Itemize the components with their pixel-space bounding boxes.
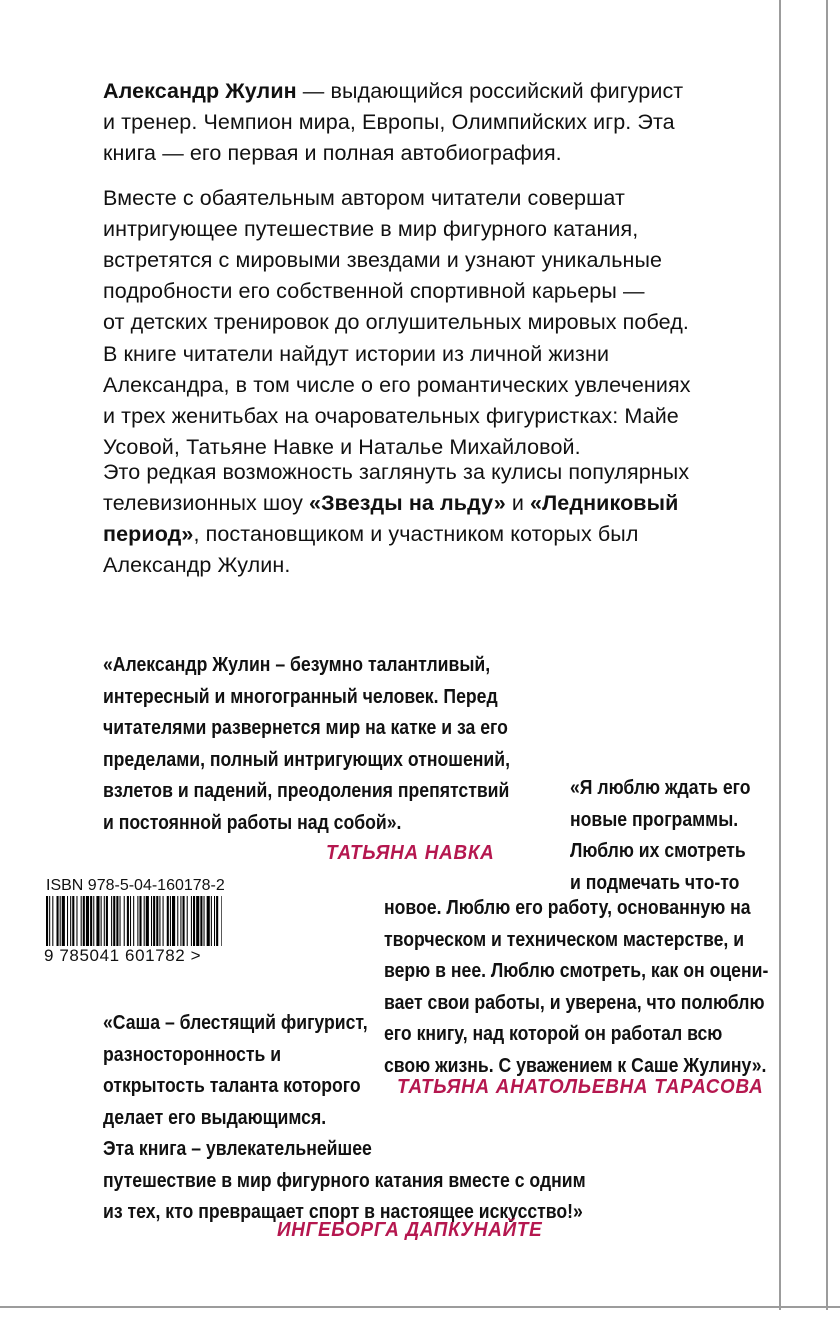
barcode-bar xyxy=(111,896,112,946)
barcode-bar xyxy=(153,896,155,946)
barcode-bar xyxy=(196,896,199,946)
barcode-bar xyxy=(120,896,121,946)
quote-author-dapkunaite: ИНГЕБОРГА ДАПКУНАЙТЕ xyxy=(277,1218,543,1241)
barcode-bar xyxy=(183,896,185,946)
barcode-bar xyxy=(137,896,138,946)
barcode-bar xyxy=(191,896,192,946)
barcode-bar xyxy=(144,896,145,946)
quote-author-navka: ТАТЬЯНА НАВКА xyxy=(326,841,495,864)
spine-fold-line xyxy=(779,0,781,1310)
bottom-edge-line xyxy=(0,1306,840,1308)
barcode-bar xyxy=(93,896,94,946)
barcode-bar xyxy=(214,896,215,946)
barcode-bar xyxy=(106,896,108,946)
barcode-bar xyxy=(146,896,149,946)
intro-paragraph-4: Это редкая возможность заглянуть за кулисы популярных телевизионных шоу «Звезды на льду» и «Ледниковый период», постановщиком и участником которых был Александр Жулин. xyxy=(103,460,690,577)
barcode-bar xyxy=(62,896,65,946)
barcode-bar xyxy=(193,896,195,946)
barcode-bar xyxy=(72,896,74,946)
barcode-bar xyxy=(70,896,71,946)
show-title-stars-on-ice: «Звезды на льду» xyxy=(309,491,506,515)
spine-edge-line xyxy=(826,0,828,1310)
barcode-bar xyxy=(57,896,59,946)
barcode-bar xyxy=(207,896,210,946)
barcode-bar xyxy=(172,896,175,946)
barcode-bar xyxy=(49,896,50,946)
barcode-bar xyxy=(83,896,85,946)
barcode-bar xyxy=(104,896,105,946)
barcode-bar xyxy=(211,896,212,946)
barcode-bar xyxy=(86,896,89,946)
intro-paragraph-2: Вместе с обаятельным автором читатели совершат интригующее путешествие в мир фигурного катания, встретятся с мировыми звездами и узнают уникальные подробности его собственной спортивной карьеры — от детских тренировок до оглушительных мировых побед. xyxy=(103,186,689,334)
show-title-ice-age: «Ледниковый xyxy=(530,491,679,515)
barcode-bar xyxy=(101,896,102,946)
barcode-bar xyxy=(159,896,160,946)
barcode-bar xyxy=(204,896,205,946)
quote-tarasova-body: новое. Люблю его работу, основанную на творческом и техническом мастерстве, и верю в нее. Люблю смотреть, как он оцени- вает свои работы, и уверена, что полюблю его книгу, над которой он работал всю свою жизнь. С уважением к Саше Жулину». xyxy=(384,896,769,1077)
intro-paragraph-1: Александр Жулин — выдающийся российский фигурист и тренер. Чемпион мира, Европы, Олимпийских игр. Эта книга — его первая и полная автобиография. xyxy=(103,79,684,165)
barcode-bar xyxy=(130,896,131,946)
isbn-label: ISBN 978-5-04-160178-2 xyxy=(46,877,225,894)
barcode-digits: 9 785041 601782 > xyxy=(44,946,202,965)
barcode-bar xyxy=(151,896,152,946)
barcode-bar xyxy=(177,896,178,946)
quote-dapkunaite: «Саша – блестящий фигурист, разносторонность и открытость таланта которого делает его выдающимся. Эта книга – увлекательнейшее путешествие в мир фигурного катания вместе с одним из тех, кто превращает спорт в настоящее искусство!» xyxy=(103,1011,586,1223)
barcode-bar xyxy=(67,896,68,946)
barcode-bar xyxy=(81,896,82,946)
barcode-bar xyxy=(170,896,171,946)
barcode-bar xyxy=(113,896,115,946)
barcode-bar xyxy=(124,896,125,946)
barcode-bar xyxy=(221,896,222,946)
barcode-bar xyxy=(127,896,129,946)
barcode-bar xyxy=(187,896,188,946)
barcode-bar xyxy=(96,896,99,946)
author-name: Александр Жулин xyxy=(103,79,297,103)
barcode xyxy=(46,896,222,946)
barcode-bar xyxy=(163,896,164,946)
barcode-bar xyxy=(90,896,92,946)
barcode-bar xyxy=(156,896,158,946)
barcode-bar xyxy=(60,896,61,946)
barcode-bar xyxy=(216,896,218,946)
barcode-bar xyxy=(180,896,181,946)
barcode-bar xyxy=(52,896,53,946)
barcode-bar xyxy=(139,896,141,946)
barcode-bar xyxy=(167,896,169,946)
intro-paragraph-3: В книге читатели найдут истории из личной жизни Александра, в том числе о его романтических увлечениях и трех женитьбах на очаровательных фигуристках: Майе Усовой, Татьяне Навке и Наталье Михайловой. xyxy=(103,342,691,459)
barcode-bar xyxy=(133,896,134,946)
quote-tarasova-top: «Я люблю ждать его новые программы. Люблю их смотреть и подмечать что-то xyxy=(570,776,751,894)
barcode-bar xyxy=(76,896,77,946)
barcode-bar xyxy=(46,896,48,946)
quote-navka: «Александр Жулин – безумно талантливый, интересный и многогранный человек. Перед читателями развернется мир на катке и за его пределами, полный интригующих отношений, взлетов и падений, преодоления препятствий и постоянной работы над собой». xyxy=(103,653,510,834)
quote-author-tarasova: ТАТЬЯНА АНАТОЛЬЕВНА ТАРАСОВА xyxy=(397,1075,764,1098)
barcode-bar xyxy=(200,896,202,946)
barcode-bar xyxy=(116,896,118,946)
